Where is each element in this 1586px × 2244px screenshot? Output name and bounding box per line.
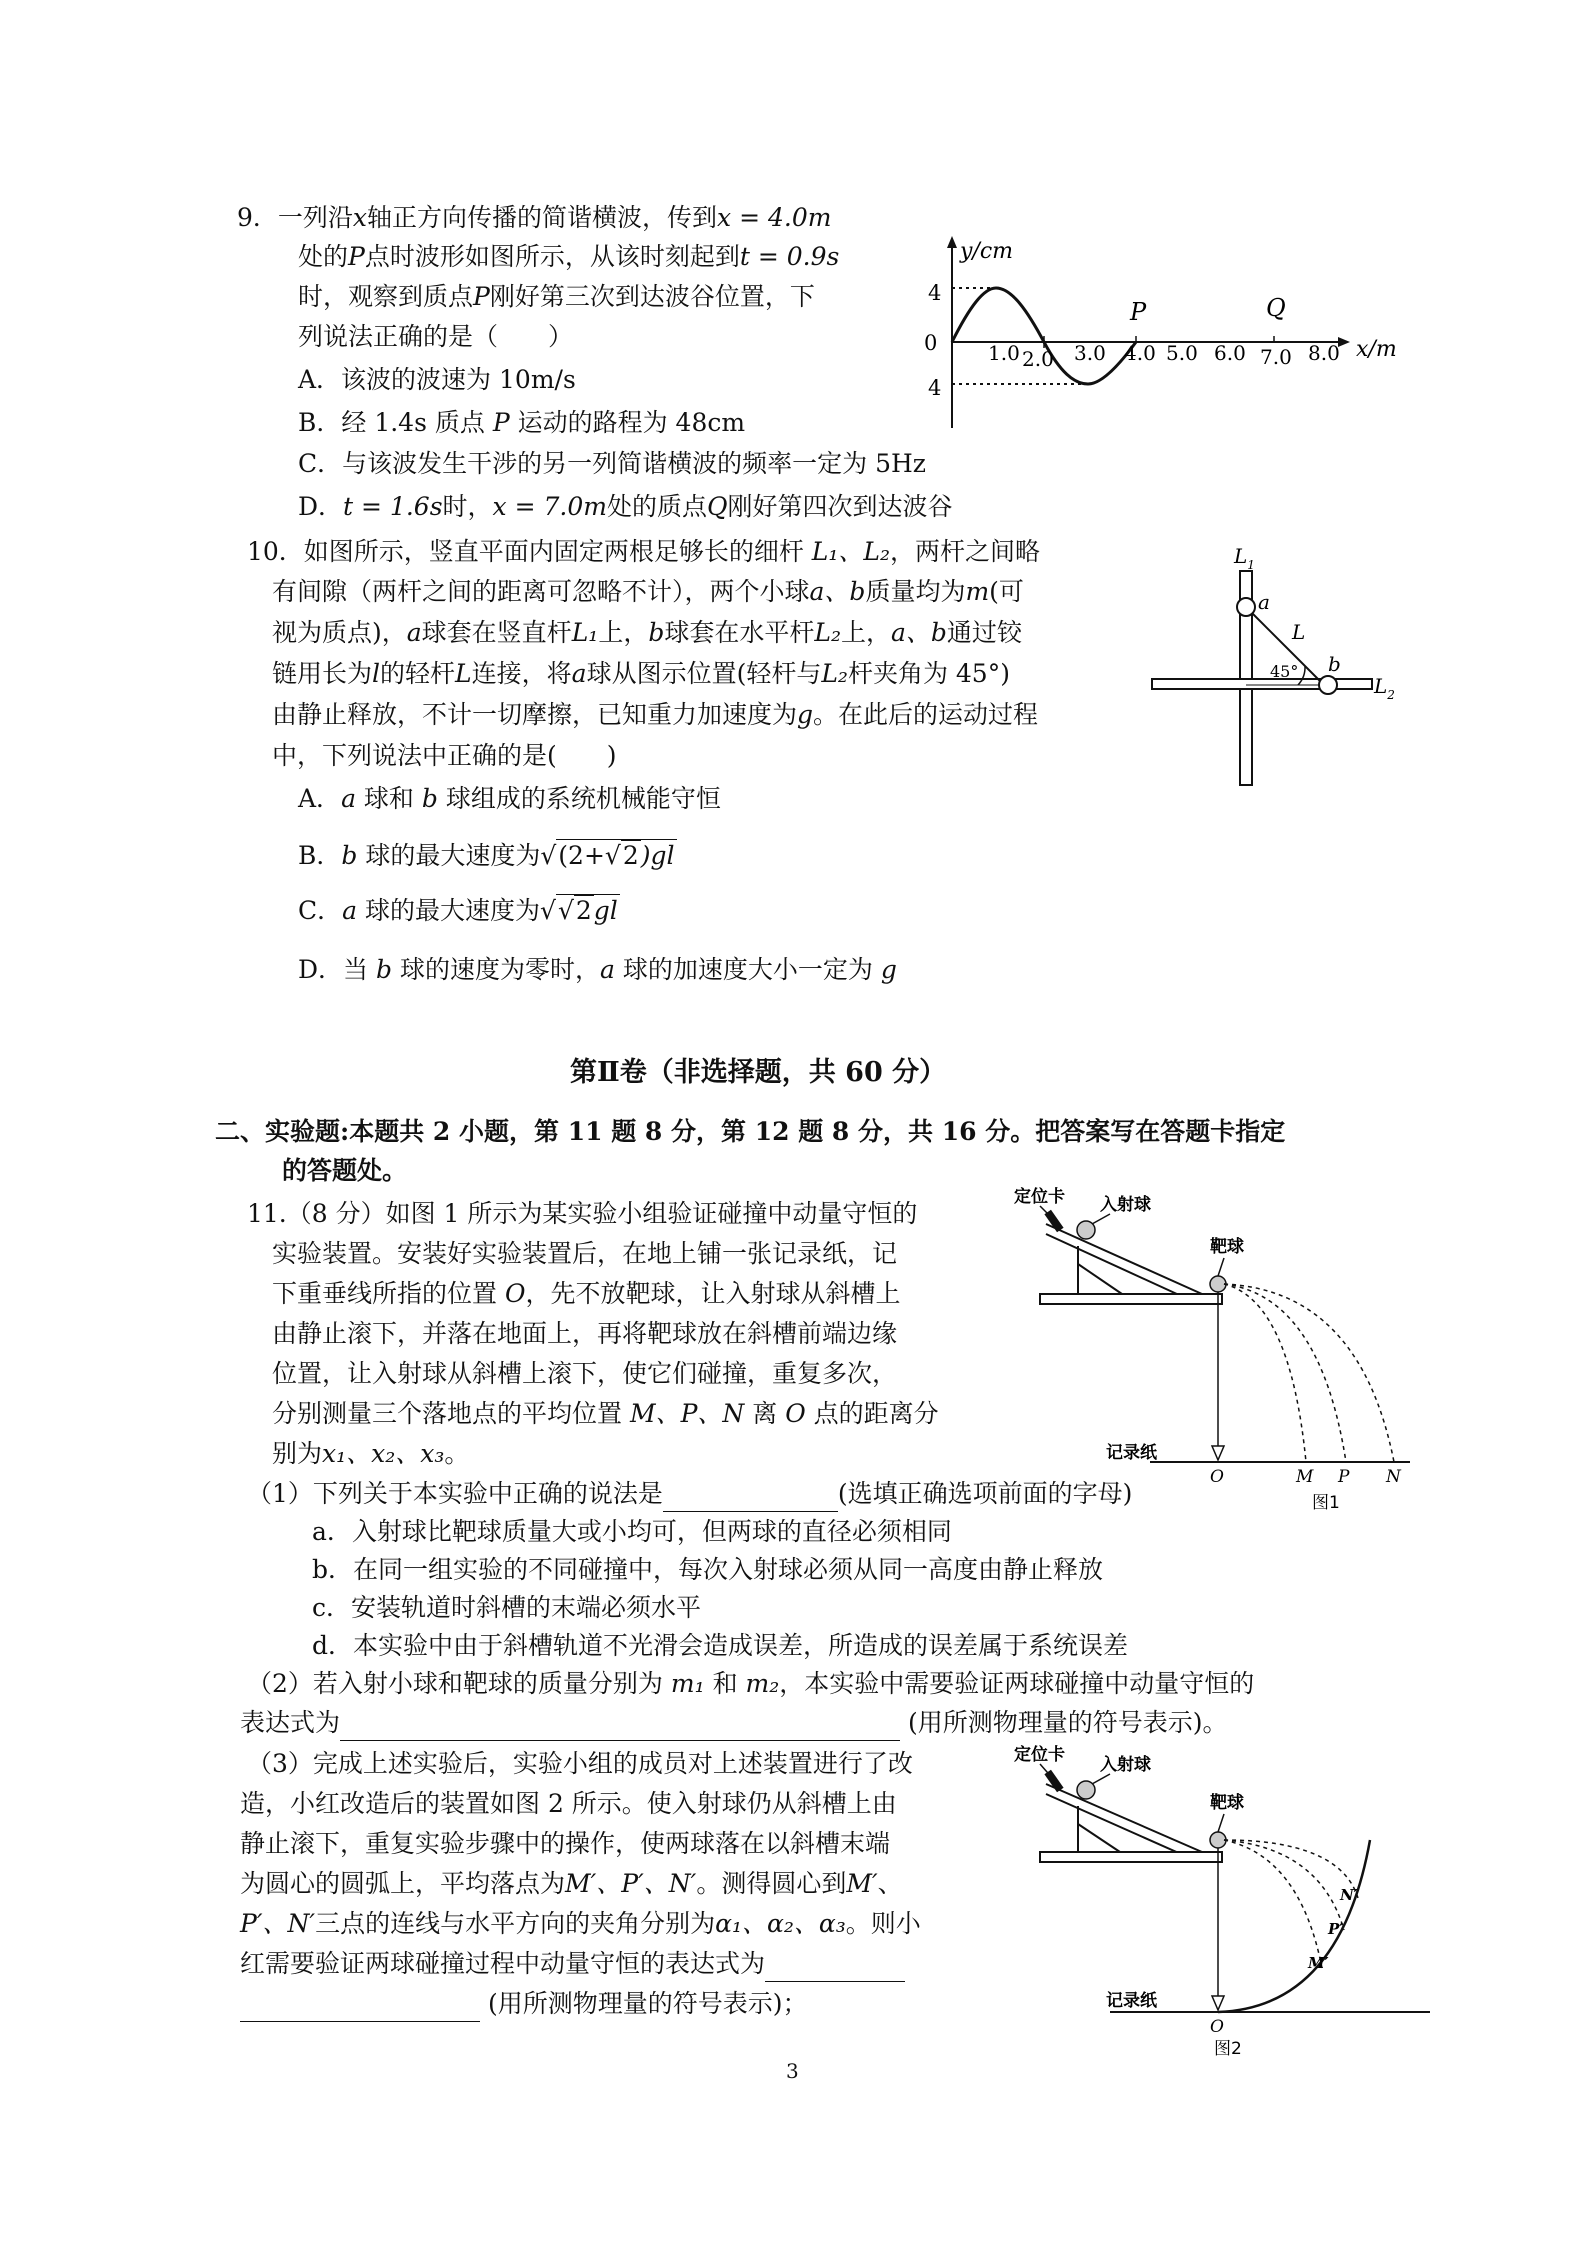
q10-stem-line2: 有间隙（两杆之间的距离可忽略不计），两个小球a、b质量均为m(可 — [272, 577, 1024, 606]
fig1-O: O — [1210, 1467, 1224, 1487]
q10-stem-line4: 链用长为l的轻杆L连接，将a球从图示位置(轻杆与L₂杆夹角为 45°) — [272, 659, 1010, 688]
q11-part3-line1: （3）完成上述实验后，实验小组的成员对上述装置进行了改 — [247, 1749, 913, 1778]
q10-stem-line6: 中，下列说法中正确的是( ) — [272, 741, 617, 770]
q10-ball-a — [1237, 598, 1255, 616]
q9-tick-label-4: 4.0 — [1124, 341, 1156, 365]
q9-tick-label-8: 8.0 — [1308, 341, 1340, 365]
q9-tick-label-1: 1.0 — [988, 341, 1020, 365]
q10-ball-b — [1319, 676, 1337, 694]
fig2-N: N′ — [1340, 1886, 1358, 1904]
q10-option-a: A．a 球和 b 球组成的系统机械能守恒 — [298, 784, 721, 813]
fig2-chute-bottom — [1046, 1794, 1190, 1858]
q9-stem-line3: 时，观察到质点P刚好第三次到达波谷位置，下 — [298, 282, 815, 311]
fig1-trajectory-P — [1224, 1284, 1346, 1462]
fig1-trajectory-N — [1224, 1284, 1394, 1462]
q11-line4: 由静止滚下，并落在地面上，再将靶球放在斜槽前端边缘 — [272, 1319, 898, 1348]
section2-heading-line2: 的答题处。 — [282, 1156, 408, 1185]
fig2-incident-ball — [1077, 1781, 1095, 1799]
q10-option-b: B．b 球的最大速度为√(2+√2)gl — [298, 841, 675, 870]
fig2-table — [1040, 1852, 1222, 1862]
q11-part2-line1: （2）若入射小球和靶球的质量分别为 m₁ 和 m₂，本实验中需要验证两球碰撞中动量守恒的 — [247, 1669, 1255, 1698]
fig1-chute-top — [1046, 1224, 1202, 1294]
fig2-chute-top — [1046, 1784, 1202, 1852]
q10-label-angle: 45° — [1270, 662, 1299, 681]
fig1-caption: 图1 — [1312, 1493, 1340, 1513]
fig2-card-label: 定位卡 — [1014, 1745, 1065, 1765]
q11-part1-option-d: d．本实验中由于斜槽轨道不光滑会造成误差，所造成的误差属于系统误差 — [312, 1631, 1129, 1660]
fig2-O: O — [1210, 2017, 1224, 2037]
q11-part3-line4: 为圆心的圆弧上，平均落点为M′、P′、N′。测得圆心到M′、 — [240, 1869, 903, 1898]
q9-y-bottom-label: 4 — [928, 376, 942, 400]
q9-option-b: B．经 1.4s 质点 P 运动的路程为 48cm — [298, 408, 746, 437]
q10-label-b: b — [1328, 652, 1341, 676]
q11-part3-line5: P′、N′三点的连线与水平方向的夹角分别为α₁、α₂、α₃。则小 — [240, 1909, 921, 1938]
q11-part3-blank-2[interactable] — [240, 1993, 480, 2022]
fig2-P: P′ — [1328, 1920, 1344, 1938]
fig2-caption: 图2 — [1214, 2039, 1242, 2059]
fig1-target-pointer — [1218, 1258, 1224, 1276]
section2-title: 第Ⅱ卷（非选择题，共 60 分） — [570, 1057, 947, 1088]
q11-part1-option-c: c．安装轨道时斜槽的末端必须水平 — [312, 1593, 702, 1622]
q11-part1-option-a: a．入射球比靶球质量大或小均可，但两球的直径必须相同 — [312, 1517, 952, 1546]
fig2-paper-label: 记录纸 — [1106, 1991, 1157, 2011]
fig1-trajectory-M — [1224, 1284, 1306, 1462]
fig1-M: M — [1296, 1467, 1314, 1487]
q11-line6: 分别测量三个落地点的平均位置 M、P、N 离 O 点的距离分 — [272, 1399, 939, 1428]
q11-part3-blank-1[interactable] — [765, 1953, 905, 1982]
q11-figure-1 — [1010, 1180, 1410, 1513]
fig1-incident-pointer — [1092, 1214, 1110, 1224]
fig2-arc — [1218, 1840, 1370, 2012]
q9-stem-line2: 处的P点时波形如图所示，从该时刻起到t = 0.9s — [298, 242, 840, 271]
q11-part1: （1）下列关于本实验中正确的说法是 (选填正确选项前面的字母) — [247, 1476, 1132, 1512]
q11-part3-line3: 静止滚下，重复实验步骤中的操作，使两球落在以斜槽末端 — [240, 1829, 891, 1858]
q9-wave-figure — [910, 232, 1397, 432]
q9-y-top-label: 4 — [928, 281, 942, 305]
q11-part2-line2: 表达式为 (用所测物理量的符号表示)。 — [240, 1705, 1227, 1741]
q11-line1: 11.（8 分）如图 1 所示为某实验小组验证碰撞中动量守恒的 — [247, 1199, 918, 1228]
q9-origin-label: 0 — [924, 331, 938, 355]
q9-tick-label-5: 5.0 — [1166, 341, 1198, 365]
fig1-paper-label: 记录纸 — [1106, 1443, 1157, 1463]
q11-part3-line2: 造，小红改造后的装置如图 2 所示。使入射球仍从斜槽上由 — [240, 1789, 897, 1818]
q9-stem-line1: 9．一列沿x轴正方向传播的简谐横波，传到x = 4.0m — [237, 203, 832, 232]
q11-part1-option-b: b．在同一组实验的不同碰撞中，每次入射球必须从同一高度由静止释放 — [312, 1555, 1104, 1584]
q9-y-label: y/cm — [960, 239, 1014, 264]
q9-option-d: D．t = 1.6s时，x = 7.0m处的质点Q刚好第四次到达波谷 — [298, 492, 953, 521]
q11-line7: 别为x₁、x₂、x₃。 — [272, 1439, 470, 1468]
q11-part1-blank[interactable] — [663, 1483, 838, 1512]
fig1-target-ball — [1210, 1276, 1226, 1292]
q10-stem-line1: 10．如图所示，竖直平面内固定两根足够长的细杆 L₁、L₂，两杆之间略 — [247, 537, 1041, 566]
fig1-incident-ball — [1077, 1221, 1095, 1239]
q11-part3-line7: (用所测物理量的符号表示)； — [240, 1986, 807, 2022]
q10-option-b-sqrt: √(2+√2)gl — [540, 841, 675, 870]
q10-stem-line3: 视为质点)，a球套在竖直杆L₁上，b球套在水平杆L₂上，a、b通过铰 — [272, 618, 1022, 647]
q11-figure-2 — [1010, 1740, 1430, 2059]
q10-horizontal-rod — [1152, 679, 1372, 689]
fig2-trajectory-P — [1224, 1840, 1344, 1930]
fig2-incident-label: 入射球 — [1100, 1755, 1151, 1775]
q10-label-L1: $L_1$ — [1234, 544, 1255, 572]
q10-option-c-sqrt: √√2gl — [540, 896, 618, 925]
fig2-plumb-bob — [1212, 1996, 1224, 2010]
fig2-target-label: 靶球 — [1210, 1793, 1244, 1813]
fig1-P: P — [1338, 1467, 1350, 1487]
fig2-M: M′ — [1308, 1954, 1329, 1972]
fig2-support-2 — [1078, 1824, 1120, 1852]
fig1-N: N — [1386, 1467, 1401, 1487]
q11-line5: 位置，让入射球从斜槽上滚下，使它们碰撞，重复多次， — [272, 1359, 898, 1388]
q9-option-a: A．该波的波速为 10m/s — [298, 365, 576, 394]
page-number: 3 — [786, 2059, 799, 2083]
fig2-trajectory-M — [1224, 1840, 1322, 1968]
q9-tick-label-6: 6.0 — [1214, 341, 1246, 365]
q9-tick-label-3: 3.0 — [1074, 341, 1106, 365]
q11-part2-blank[interactable] — [340, 1712, 900, 1741]
fig2-incident-pointer — [1092, 1774, 1110, 1784]
q9-stem-line4: 列说法正确的是（ ） — [298, 322, 574, 351]
fig1-target-label: 靶球 — [1210, 1237, 1244, 1257]
fig1-card-label: 定位卡 — [1014, 1187, 1065, 1207]
q9-tick-label-7: 7.0 — [1260, 345, 1292, 369]
fig1-incident-label: 入射球 — [1100, 1195, 1151, 1215]
q9-y-axis-arrow — [947, 236, 957, 248]
q11-line3: 下重垂线所指的位置 O，先不放靶球，让入射球从斜槽上 — [272, 1279, 901, 1308]
q9-tick-label-2: 2.0 — [1022, 347, 1054, 371]
q10-label-L2: $L_2$ — [1374, 674, 1395, 702]
q10-option-d: D．当 b 球的速度为零时，a 球的加速度大小一定为 g — [298, 955, 897, 984]
q9-point-P: P — [1130, 298, 1147, 326]
fig1-table — [1040, 1294, 1222, 1304]
q9-x-label: x/m — [1356, 337, 1397, 362]
fig2-target-pointer — [1218, 1814, 1224, 1832]
q9-option-c: C．与该波发生干涉的另一列简谐横波的频率一定为 5Hz — [298, 449, 926, 478]
q10-label-L: L — [1292, 620, 1306, 644]
q9-point-Q: Q — [1266, 294, 1286, 322]
q10-option-c: C．a 球的最大速度为√√2gl — [298, 896, 618, 925]
fig2-trajectory-N — [1224, 1840, 1358, 1898]
q11-line2: 实验装置。安装好实验装置后，在地上铺一张记录纸，记 — [272, 1239, 898, 1268]
q10-rod-figure — [1148, 545, 1398, 795]
fig1-support-2 — [1078, 1264, 1122, 1294]
section2-heading-line1: 二、实验题:本题共 2 小题，第 11 题 8 分，第 12 题 8 分，共 16 分。把答案写在答题卡指定 — [215, 1117, 1286, 1146]
fig2-target-ball — [1210, 1832, 1226, 1848]
q11-part3-line6: 红需要验证两球碰撞过程中动量守恒的表达式为 — [240, 1946, 905, 1982]
q10-stem-line5: 由静止释放，不计一切摩擦，已知重力加速度为g。在此后的运动过程 — [272, 700, 1039, 729]
q10-label-a: a — [1258, 590, 1270, 614]
fig1-plumb-bob — [1212, 1446, 1224, 1460]
